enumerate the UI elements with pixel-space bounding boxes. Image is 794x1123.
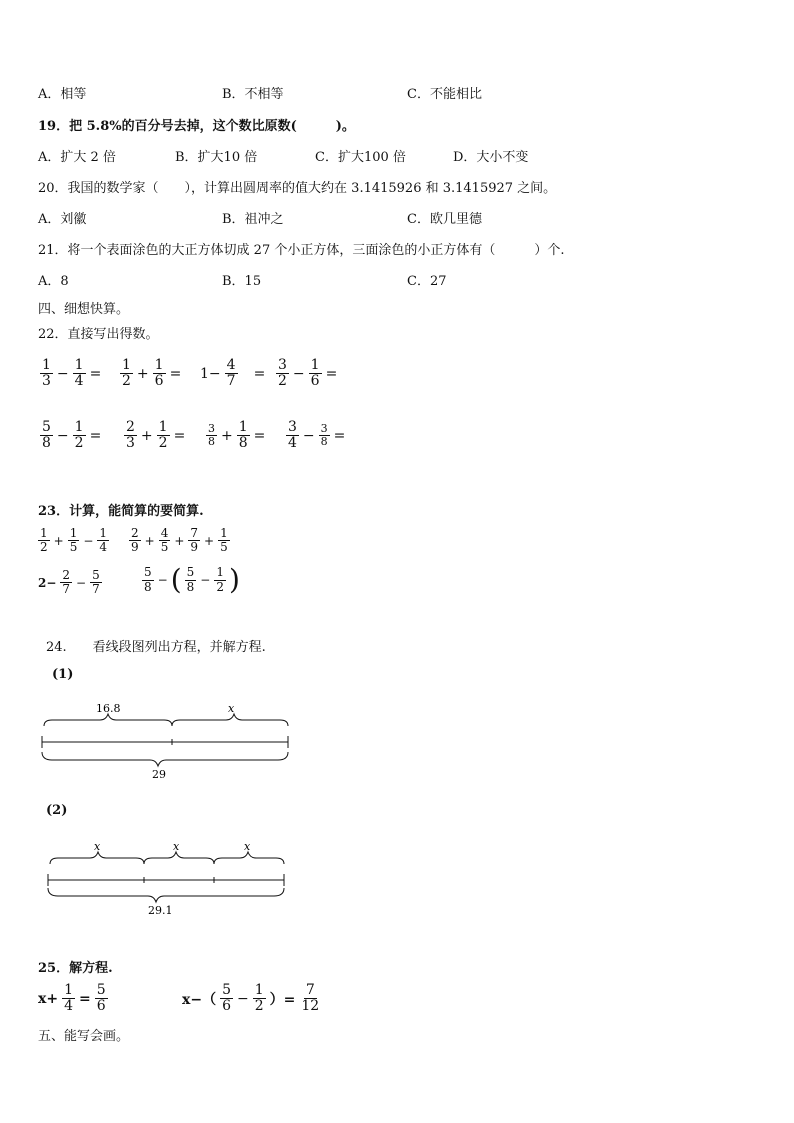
q24-p2-x-3: x xyxy=(244,844,251,853)
q20-option-a: A．刘徽 xyxy=(38,212,87,227)
q23-expr-1: $\frac{1}{2}$ + $\frac{1}{5}$ − $\frac{1}{4}$ xyxy=(40,526,108,555)
q25-equation-1: x+ $\frac{1}{4}$ = $\frac{5}{6}$ xyxy=(38,982,106,1015)
q24-part2-label: (2) xyxy=(46,803,68,818)
q22-expr-8: $\frac{3}{4}$ − $\frac{3}{8}$ = xyxy=(288,419,346,452)
q22-expr-3: 1− $\frac{4}{7}$ = xyxy=(200,357,266,390)
q24-title: 24. 看线段图列出方程，并解方程. xyxy=(46,640,266,655)
q23-expr-3: 2− $\frac{2}{7}$ − $\frac{5}{7}$ xyxy=(38,568,100,597)
q22-expr-5: $\frac{5}{8}$ − $\frac{1}{2}$ = xyxy=(42,419,102,452)
q19-question: 19．把 5.8%的百分号去掉，这个数比原数( )。 xyxy=(38,119,355,134)
q21-option-c: C．27 xyxy=(407,274,447,289)
q22-title: 22．直接写出得数。 xyxy=(38,327,159,342)
q22-expr-6: $\frac{2}{3}$ + $\frac{1}{2}$ = xyxy=(126,419,186,452)
q22-expr-1: $\frac{1}{3}$ − $\frac{1}{4}$ = xyxy=(42,357,102,390)
q24-p1-top-right-label: x xyxy=(228,704,235,715)
q19-option-a: A．扩大 2 倍 xyxy=(38,150,116,165)
q20-question: 20．我国的数学家（ ），计算出圆周率的值大约在 3.1415926 和 3.1415927 之间。 xyxy=(38,181,557,196)
q24-diagram-2 xyxy=(44,844,294,918)
q22-expr-2: $\frac{1}{2}$ + $\frac{1}{6}$ = xyxy=(122,357,182,390)
q25-equation-2: x−（ $\frac{5}{6}$ − $\frac{1}{2}$ ）= $\frac{7}{12}$ xyxy=(182,982,320,1015)
q24-diagram-1 xyxy=(38,704,298,784)
q23-expr-4: $\frac{5}{8}$ − ( $\frac{5}{8}$ − $\frac{1}{2}$ ) xyxy=(144,563,240,596)
q19-option-d: D．大小不变 xyxy=(453,150,529,165)
q21-option-b: B．15 xyxy=(222,274,262,289)
q22-expr-4: $\frac{3}{2}$ − $\frac{1}{6}$ = xyxy=(278,357,338,390)
q24-p2-x-1: x xyxy=(94,844,101,853)
q24-p1-top-left-label: 16.8 xyxy=(96,704,121,715)
q22-expr-7: $\frac{3}{8}$ + $\frac{1}{8}$ = xyxy=(208,419,266,452)
section-4-heading: 四、细想快算。 xyxy=(38,302,130,317)
q20-option-b: B．祖冲之 xyxy=(222,212,284,227)
q24-p2-bottom-label: 29.1 xyxy=(148,904,173,917)
q18-option-a: A．相等 xyxy=(38,87,87,102)
q18-option-c: C．不能相比 xyxy=(407,87,482,102)
q24-part1-label: (1) xyxy=(52,667,74,682)
q18-option-b: B．不相等 xyxy=(222,87,284,102)
q24-p1-bottom-label: 29 xyxy=(152,768,166,781)
q19-option-c: C．扩大100 倍 xyxy=(315,150,406,165)
q19-option-b: B．扩大10 倍 xyxy=(175,150,258,165)
q23-title: 23．计算，能简算的要简算. xyxy=(38,504,204,519)
q20-option-c: C．欧几里德 xyxy=(407,212,482,227)
q21-question: 21．将一个表面涂色的大正方体切成 27 个小正方体，三面涂色的小正方体有（ ）个. xyxy=(38,243,565,258)
q24-p2-x-2: x xyxy=(173,844,180,853)
q23-expr-2: $\frac{2}{9}$ + $\frac{4}{5}$ + $\frac{7}{9}$ + $\frac{1}{5}$ xyxy=(131,526,228,555)
q25-title: 25．解方程. xyxy=(38,961,113,976)
section-5-heading: 五、能写会画。 xyxy=(38,1029,130,1044)
q21-option-a: A．8 xyxy=(38,274,69,289)
